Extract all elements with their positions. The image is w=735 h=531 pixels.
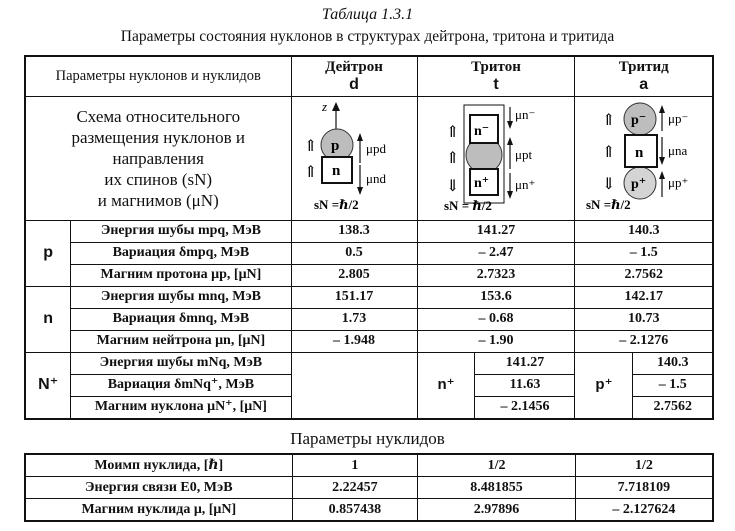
empty-deuteron-cell: [291, 352, 417, 419]
spin-up-arrow-icon: ⇑: [304, 137, 318, 155]
mu-n-label: μnd: [366, 170, 386, 186]
deuteron-header: [291, 56, 417, 96]
cell-a: – 2.127624: [575, 499, 713, 522]
row-name: Вариация δmnq, МэВ: [71, 308, 291, 330]
spin-down-arrow-icon: ⇓: [601, 175, 616, 193]
cell-d: 0.5: [291, 242, 417, 264]
params-header: Параметры нуклонов и нуклидов: [25, 56, 291, 96]
spin-up-arrow-icon: ⇑: [445, 123, 460, 141]
tritide-pplus-label: p⁺: [575, 352, 633, 419]
cell-a: 10.73: [575, 308, 713, 330]
proton-minus-label: p⁻: [630, 112, 646, 128]
row-name: Энергия связи E0, МэВ: [25, 477, 292, 499]
mu-n-label: μna: [667, 142, 687, 158]
cell-d: 1.73: [291, 308, 417, 330]
cell-t: 8.481855: [418, 477, 576, 499]
cell-a: 142.17: [575, 286, 713, 308]
deuteron-scheme: [291, 96, 417, 220]
cell-t: 11.63: [475, 374, 575, 396]
neutron-plus-label: n⁺: [473, 175, 490, 191]
nuclide-parameters-table: [24, 453, 714, 522]
cell-d: 0.857438: [292, 499, 418, 522]
z-axis-label: z: [322, 98, 328, 114]
spin-label: sN = ℏ/2: [443, 197, 492, 213]
spin-up-arrow-icon: ⇑: [601, 143, 616, 161]
scheme-text-line: размещения нуклонов и: [71, 127, 246, 147]
cell-a: 7.718109: [575, 477, 713, 499]
cell-d: 2.805: [291, 264, 417, 286]
table-row: [25, 242, 713, 264]
cell-d: – 1.948: [291, 330, 417, 352]
triton-diagram: [418, 97, 574, 215]
cell-a: – 1.5: [575, 242, 713, 264]
deuteron-name: Дейтрон: [325, 59, 383, 76]
mu-p-label: μpt: [514, 146, 533, 162]
cell-t: 153.6: [417, 286, 575, 308]
scheme-text-line: их спинов (sN): [104, 169, 213, 189]
proton-label: p: [331, 137, 340, 154]
cell-t: – 2.1456: [475, 396, 575, 419]
mu-p-minus-label: μp⁻: [667, 110, 689, 126]
nuclide-section-title: Параметры нуклидов: [290, 429, 445, 448]
spin-label: sN =ℏ/2: [314, 196, 359, 212]
cell-a: – 1.5: [633, 374, 713, 396]
row-name: Вариация δmNq⁺, МэВ: [71, 374, 291, 396]
spin-up-arrow-icon: ⇑: [601, 111, 616, 129]
cell-t: 2.7323: [417, 264, 575, 286]
cell-a: – 2.1276: [575, 330, 713, 352]
cell-t: 2.97896: [418, 499, 576, 522]
table-row: [25, 477, 713, 499]
cell-t: 1/2: [418, 454, 576, 477]
spin-up-arrow-icon: ⇑: [445, 149, 460, 167]
cell-d: 1: [292, 454, 418, 477]
header-row: [25, 56, 713, 96]
table-row: [25, 330, 713, 352]
neutron-label: n: [634, 144, 644, 161]
cell-d: 151.17: [291, 286, 417, 308]
row-name: Энергия шубы mnq, МэВ: [71, 286, 291, 308]
proton-plus-label: p⁺: [630, 176, 646, 192]
scheme-text-line: направления: [112, 148, 204, 168]
tritide-symbol: a: [639, 76, 649, 94]
row-name: Энергия шубы mNq, МэВ: [71, 352, 291, 374]
cell-a: 140.3: [633, 352, 713, 374]
cell-t: – 1.90: [417, 330, 575, 352]
group-label-n: n: [25, 286, 71, 352]
cell-d: 138.3: [291, 220, 417, 242]
triton-scheme: [417, 96, 575, 220]
row-name: Моимп нуклида, [ℏ]: [25, 454, 292, 477]
group-label-nplus: N⁺: [25, 352, 71, 419]
scheme-description: [25, 96, 291, 220]
cell-a: 1/2: [575, 454, 713, 477]
deuteron-symbol: d: [349, 76, 359, 94]
triton-symbol: t: [493, 76, 499, 94]
row-name: Магним протона μp, [μN]: [71, 264, 291, 286]
table-row: [25, 499, 713, 522]
row-name: Вариация δmpq, МэВ: [71, 242, 291, 264]
triton-nplus-label: n⁺: [417, 352, 475, 419]
table-row: [25, 264, 713, 286]
table-subtitle: Параметры состояния нуклонов в структурах дейтрона, тритона и тритида: [120, 28, 615, 45]
nucleon-parameters-table: [24, 55, 714, 420]
row-name: Магним нуклона μN⁺, [μN]: [71, 396, 291, 419]
cell-t: – 2.47: [417, 242, 575, 264]
neutron-label: n: [332, 162, 341, 179]
group-label-p: p: [25, 220, 71, 286]
cell-a: 140.3: [575, 220, 713, 242]
tritide-header: [575, 56, 713, 96]
mu-p-plus-label: μp⁺: [667, 174, 689, 190]
mu-n-plus-label: μn⁺: [514, 176, 536, 192]
tritide-diagram: [576, 97, 712, 215]
spin-down-arrow-icon: ⇓: [445, 177, 460, 195]
cell-t: – 0.68: [417, 308, 575, 330]
triton-name: Тритон: [471, 59, 521, 76]
row-name: Энергия шубы mpq, МэВ: [71, 220, 291, 242]
cell-t: 141.27: [417, 220, 575, 242]
mu-p-label: μpd: [366, 140, 386, 156]
spin-label: sN =ℏ/2: [585, 196, 631, 212]
mu-n-minus-label: μn⁻: [514, 106, 536, 122]
spin-up-arrow-icon: ⇑: [304, 163, 318, 181]
tritide-name: Тритид: [618, 59, 669, 76]
table-row: [25, 286, 713, 308]
scheme-text-line: и магнимов (μN): [97, 190, 219, 210]
scheme-row: [25, 96, 713, 220]
deuteron-diagram: [292, 97, 416, 215]
table-row: [25, 308, 713, 330]
table-row: [25, 220, 713, 242]
triton-header: [417, 56, 575, 96]
table-row: [25, 352, 713, 374]
table-row: [25, 454, 713, 477]
tritide-scheme: [575, 96, 713, 220]
row-name: Магним нуклида μ, [μN]: [25, 499, 292, 522]
neutron-minus-label: n⁻: [473, 123, 490, 139]
table-caption: Таблица 1.3.1: [321, 6, 414, 23]
row-name: Магним нейтрона μn, [μN]: [71, 330, 291, 352]
cell-t: 141.27: [475, 352, 575, 374]
cell-a: 2.7562: [575, 264, 713, 286]
scheme-text-line: Схема относительного: [76, 106, 241, 126]
cell-a: 2.7562: [633, 396, 713, 419]
cell-d: 2.22457: [292, 477, 418, 499]
